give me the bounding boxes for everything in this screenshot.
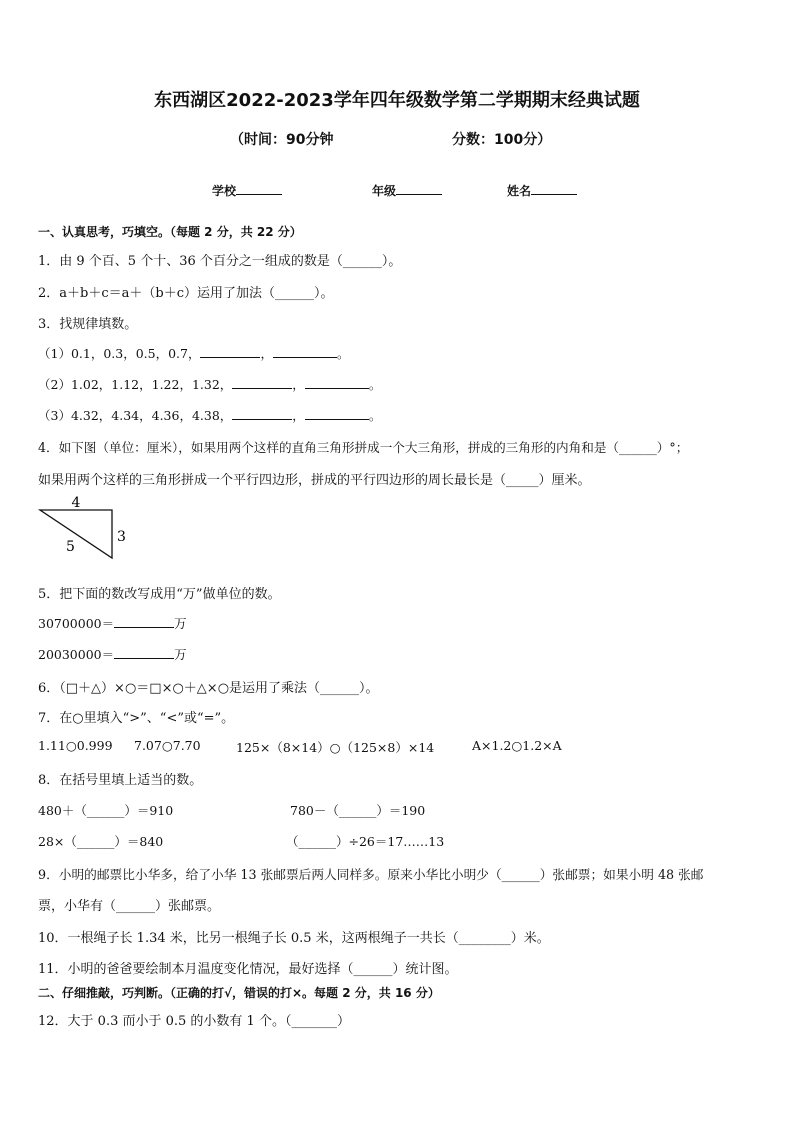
q3-p3-blank-b[interactable] xyxy=(305,408,369,420)
q3-p1-end: 。 xyxy=(337,346,350,361)
q7-d: A×1.2○1.2×A xyxy=(472,738,562,753)
q3-p2-blank-b[interactable] xyxy=(305,377,369,389)
question-4-line-2: 如果用两个这样的三角形拼成一个平行四边形，拼成的平行四边形的周长最长是（_____）厘米。 xyxy=(38,473,591,488)
grade-field xyxy=(372,182,442,199)
name-label: 姓名 xyxy=(507,184,532,198)
question-6: 6．（□＋△）×○＝□×○＋△×○是运用了乘法（______）。 xyxy=(38,681,379,696)
q3-p2-sep: ， xyxy=(292,377,305,392)
q5-a-unit: 万 xyxy=(174,616,187,631)
section-2-heading: 二、仔细推敲，巧判断。（正确的打√，错误的打×。每题 2 分，共 16 分） xyxy=(38,986,440,1000)
question-11: 11．小明的爸爸要绘制本月温度变化情况，最好选择（______）统计图。 xyxy=(38,962,458,977)
exam-score: 分数：100分） xyxy=(452,132,552,148)
right-triangle-figure xyxy=(36,494,136,564)
question-9-line-2: 票，小华有（______）张邮票。 xyxy=(38,899,221,914)
q7-a: 1.11○0.999 xyxy=(38,738,113,753)
name-field xyxy=(507,182,577,199)
q3-p3-end: 。 xyxy=(368,408,382,423)
grade-blank[interactable] xyxy=(396,184,442,195)
q3-p1-sep: ， xyxy=(260,346,273,361)
question-5-a xyxy=(38,614,187,632)
q5-a-text: 30700000＝ xyxy=(38,616,115,631)
question-3-stem: 3．找规律填数。 xyxy=(38,317,138,332)
q3-p3-sep: ， xyxy=(292,408,305,423)
question-5-b xyxy=(38,645,187,663)
school-label: 学校 xyxy=(212,184,237,198)
q3-p1-blank-a[interactable] xyxy=(200,346,260,358)
question-3-part-2 xyxy=(38,375,381,393)
grade-label: 年级 xyxy=(372,184,397,198)
question-7-stem: 7．在○里填入“>”、“<”或“=”。 xyxy=(38,711,235,726)
school-blank[interactable] xyxy=(236,184,282,195)
q3-p1-blank-b[interactable] xyxy=(273,346,337,358)
q5-b-text: 20030000＝ xyxy=(38,647,115,662)
question-3-part-3 xyxy=(38,406,381,424)
exam-title: 东西湖区2022-2023学年四年级数学第二学期期末经典试题 xyxy=(154,90,640,111)
q8-c: 28×（______）＝840 xyxy=(38,834,164,849)
q3-p2-blank-a[interactable] xyxy=(232,377,292,389)
question-12: 12．大于 0.3 而小于 0.5 的小数有 1 个。（_______） xyxy=(38,1014,350,1029)
q8-d: （______）÷26＝17……13 xyxy=(286,834,445,849)
q3-p3-text: （3）4.32，4.34，4.36，4.38， xyxy=(38,408,233,423)
exam-time: （时间：90分钟 xyxy=(230,132,334,148)
q7-b: 7.07○7.70 xyxy=(134,738,201,753)
question-10: 10．一根绳子长 1.34 米，比另一根绳子长 0.5 米，这两根绳子一共长（________）米。 xyxy=(38,931,550,946)
q3-p3-blank-a[interactable] xyxy=(232,408,292,420)
question-3-part-1 xyxy=(38,344,350,362)
question-9-line-1: 9．小明的邮票比小华多，给了小华 13 张邮票后两人同样多。原来小华比小明少（______）张邮票；如果小明 48 张邮 xyxy=(38,867,704,882)
question-8-stem: 8．在括号里填上适当的数。 xyxy=(38,773,203,788)
q7-c: 125×（8×14）○（125×8）×14 xyxy=(236,740,435,755)
q5-b-unit: 万 xyxy=(174,647,187,662)
triangle-right-side-label: 3 xyxy=(117,529,126,545)
q8-b: 780－（______）＝190 xyxy=(290,803,426,818)
question-1: 1．由 9 个百、5 个十、36 个百分之一组成的数是（______）。 xyxy=(38,254,402,269)
q8-a: 480＋（______）＝910 xyxy=(38,803,174,818)
triangle-top-side-label: 4 xyxy=(71,495,81,511)
q5-b-blank[interactable] xyxy=(114,647,174,659)
section-1-heading: 一、认真思考，巧填空。（每题 2 分，共 22 分） xyxy=(38,225,302,239)
triangle-shape xyxy=(40,510,112,558)
question-4-line-1: 4．如下图（单位：厘米），如果用两个这样的直角三角形拼成一个大三角形，拼成的三角形的内角和是（______）°； xyxy=(38,440,689,455)
q3-p1-text: （1）0.1，0.3，0.5，0.7， xyxy=(38,346,201,361)
q3-p2-text: （2）1.02，1.12，1.22，1.32， xyxy=(38,377,233,392)
school-field xyxy=(212,182,282,199)
q5-a-blank[interactable] xyxy=(114,616,174,628)
question-2: 2．a＋b＋c＝a＋（b＋c）运用了加法（______）。 xyxy=(38,286,334,301)
name-blank[interactable] xyxy=(531,184,577,195)
triangle-hypotenuse-label: 5 xyxy=(66,539,75,555)
q3-p2-end: 。 xyxy=(368,377,382,392)
question-5-stem: 5．把下面的数改写成用“万”做单位的数。 xyxy=(38,587,281,602)
